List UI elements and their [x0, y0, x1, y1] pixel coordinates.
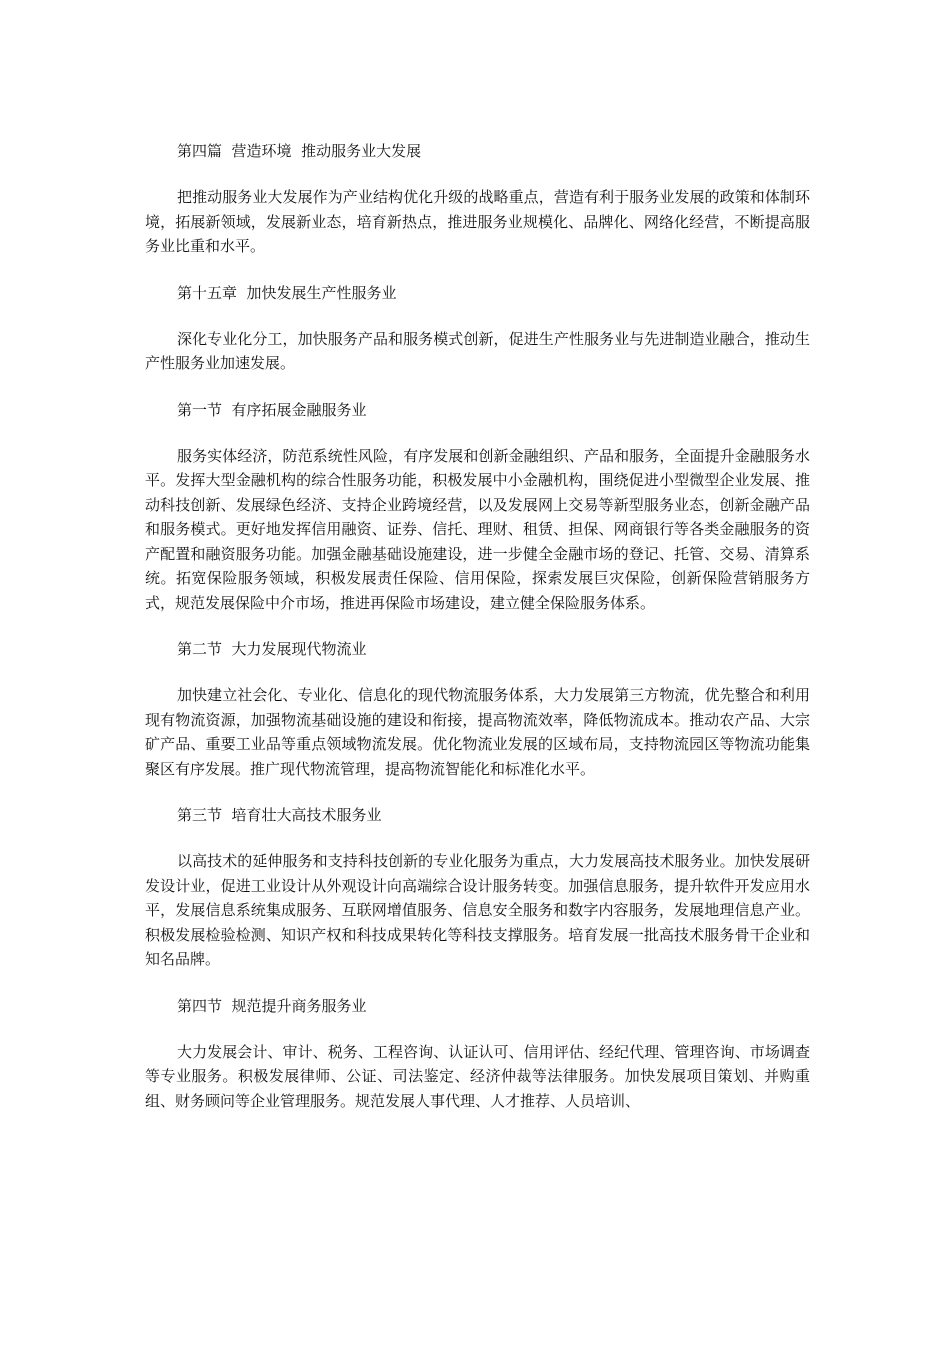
- section-heading-4: 第四节 规范提升商务服务业: [177, 996, 367, 1015]
- chapter-heading: 第十五章 加快发展生产性服务业: [177, 283, 397, 302]
- part-heading: 第四篇 营造环境 推动服务业大发展: [177, 142, 422, 160]
- section-heading-3: 第三节 培育壮大高技术服务业: [177, 806, 382, 824]
- document-page: [145, 138, 810, 1134]
- section-heading-1: 第一节 有序拓展金融服务业: [177, 400, 367, 419]
- chapter-intro-paragraph: 深化专业化分工，加快服务产品和服务模式创新，促进生产性服务业与先进制造业融合，推动生产性服务业加速发展。: [145, 329, 810, 372]
- section-body-1: 服务实体经济，防范系统性风险，有序发展和创新金融组织、产品和服务，全面提升金融服务水平。发挥大型金融机构的综合性服务功能，积极发展中小金融机构，围绕促进小型微型企业发展、推动科技创新、发展绿色经济、支持企业跨境经营，以及发展网上交易等新型服务业态，创新金融产品和服务模式。更好地发挥信用融资、证券、信托、理财、租赁、担保、网商银行等各类金融服务的资产配置和融资服务功能。加强金融基础设施建设，进一步健全金融市场的登记、托管、交易、清算系统。拓宽保险服务领域，积极发展责任保险、信用保险，探索发展巨灾保险，创新保险营销服务方式，规范发展保险中介市场，推进再保险市场建设，建立健全保险服务体系。: [145, 446, 810, 612]
- part-intro-paragraph: 把推动服务业大发展作为产业结构优化升级的战略重点，营造有利于服务业发展的政策和体制环境，拓展新领域，发展新业态，培育新热点，推进服务业规模化、品牌化、网络化经营，不断提高服务业比重和水平。: [145, 188, 810, 255]
- section-body-3: 以高技术的延伸服务和支持科技创新的专业化服务为重点，大力发展高技术服务业。加快发展研发设计业，促进工业设计从外观设计向高端综合设计服务转变。加强信息服务，提升软件开发应用水平，发展信息系统集成服务、互联网增值服务、信息安全服务和数字内容服务，发展地理信息产业。积极发展检验检测、知识产权和科技成果转化等科技支撑服务。培育发展一批高技术服务骨干企业和知名品牌。: [145, 852, 810, 968]
- section-body-4: 大力发展会计、审计、税务、工程咨询、认证认可、信用评估、经纪代理、管理咨询、市场调查等专业服务。积极发展律师、公证、司法鉴定、经济仲裁等法律服务。加快发展项目策划、并购重组、财务顾问等企业管理服务。规范发展人事代理、人才推荐、人员培训、: [145, 1042, 810, 1110]
- section-body-2: 加快建立社会化、专业化、信息化的现代物流服务体系，大力发展第三方物流，优先整合和利用现有物流资源，加强物流基础设施的建设和衔接，提高物流效率，降低物流成本。推动农产品、大宗矿产品、重要工业品等重点领域物流发展。优化物流业发展的区域布局，支持物流园区等物流功能集聚区有序发展。推广现代物流管理，提高物流智能化和标准化水平。: [145, 686, 810, 778]
- section-heading-2: 第二节 大力发展现代物流业: [177, 640, 367, 658]
